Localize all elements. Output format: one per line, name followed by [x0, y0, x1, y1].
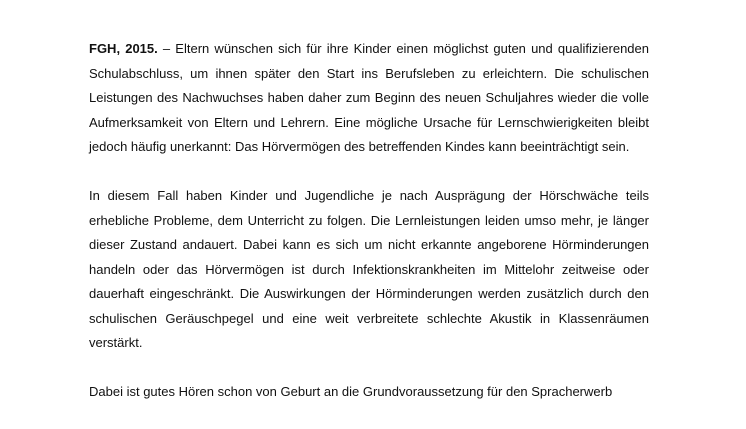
paragraph-3: Dabei ist gutes Hören schon von Geburt an die Grundvoraussetzung für den Spracherwerb: [89, 384, 613, 399]
article-body: [89, 37, 649, 429]
paragraph-2: In diesem Fall haben Kinder und Jugendliche je nach Ausprägung der Hörschwäche teils erhebliche Probleme, dem Unterricht zu folgen. Die Lernleistungen leiden umso mehr, je länger dieser Zustand andauert. Dabei kann es sich um nicht erkannte angeborene Hörminderungen handeln oder das Hörvermögen ist durch Infektionskrankheiten im Mittelohr zeitweise oder dauerhaft eingeschränkt. Die Auswirkungen der Hörminderungen werden zusätzlich durch den schulischen Geräuschpegel und eine weit verbreitete schlechte Akustik in Klassenräumen verstärkt.: [89, 188, 649, 350]
paragraph-1: [89, 37, 649, 160]
paragraph-1-text: – Eltern wünschen sich für ihre Kinder einen möglichst guten und qualifizierenden Schulabschluss, um ihnen später den Start ins Berufsleben zu erleichtern. Die schulischen Leistungen des Nachwuchses haben daher zum Beginn des neuen Schuljahres wieder die volle Aufmerksamkeit von Eltern und Lehrern. Eine mögliche Ursache für Lernschwierigkeiten bleibt jedoch häufig unerkannt: Das Hörvermögen des betreffenden Kindes kann beeinträchtigt sein.: [89, 41, 649, 154]
dateline: FGH, 2015.: [89, 41, 158, 56]
